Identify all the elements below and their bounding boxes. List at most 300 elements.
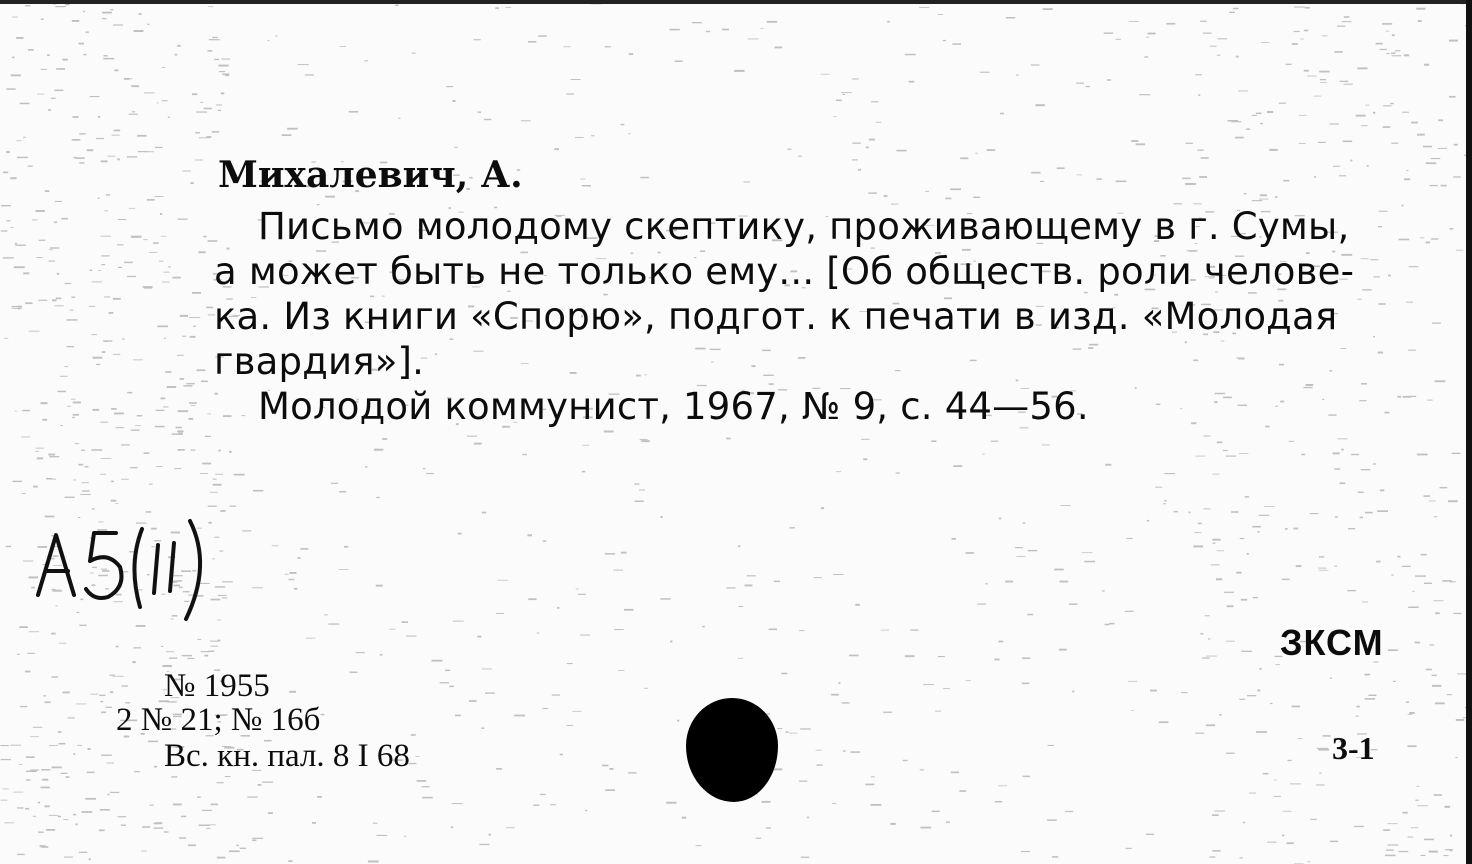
speck <box>1303 387 1312 388</box>
speck <box>134 771 140 772</box>
speck <box>398 118 400 119</box>
speck <box>1084 561 1095 563</box>
speck <box>155 426 165 428</box>
speck <box>1082 552 1093 553</box>
speck <box>738 658 743 659</box>
speck <box>180 315 188 317</box>
speck <box>572 711 581 712</box>
speck <box>51 676 58 677</box>
speck <box>1355 716 1359 717</box>
speck <box>1275 664 1280 665</box>
speck <box>106 707 112 708</box>
speck <box>868 192 877 193</box>
speck <box>799 630 804 631</box>
speck <box>16 37 23 39</box>
speck <box>1203 33 1212 34</box>
speck <box>1202 657 1210 658</box>
speck <box>117 158 120 160</box>
speck <box>980 72 990 73</box>
speck <box>1155 487 1162 488</box>
speck <box>726 438 730 440</box>
speck <box>285 574 289 575</box>
card-references: 2 № 21; № 16б <box>116 702 321 738</box>
speck <box>1259 515 1270 516</box>
speck <box>983 454 985 455</box>
speck <box>149 484 153 485</box>
speck <box>289 579 295 580</box>
speck <box>999 518 1002 520</box>
speck <box>106 763 114 764</box>
speck <box>1330 678 1332 679</box>
speck <box>1 800 8 801</box>
speck <box>1027 614 1033 616</box>
speck <box>905 54 916 56</box>
speck <box>1210 46 1217 47</box>
speck <box>557 607 559 609</box>
speck <box>458 533 462 535</box>
speck <box>54 90 63 92</box>
speck <box>1383 105 1391 106</box>
speck <box>200 473 208 474</box>
speck <box>527 534 532 536</box>
speck <box>1198 94 1200 96</box>
speck <box>1022 683 1030 685</box>
speck <box>225 776 231 777</box>
speck <box>1406 170 1408 171</box>
speck <box>1310 819 1317 820</box>
speck <box>242 415 246 416</box>
speck <box>75 823 77 825</box>
speck <box>350 672 358 674</box>
speck <box>10 177 16 179</box>
speck <box>1434 794 1443 796</box>
speck <box>40 845 46 847</box>
speck <box>1435 380 1446 382</box>
speck <box>100 701 103 702</box>
speck <box>56 298 61 300</box>
speck <box>1088 347 1093 349</box>
speck <box>200 102 203 103</box>
speck <box>1358 492 1364 494</box>
speck <box>1426 162 1436 164</box>
speck <box>1228 120 1238 122</box>
speck <box>1361 383 1367 385</box>
speck <box>60 425 63 426</box>
speck <box>1116 181 1127 183</box>
speck <box>890 823 895 825</box>
speck <box>1402 112 1409 113</box>
speck <box>1104 33 1113 34</box>
speck <box>127 392 132 394</box>
speck <box>1424 583 1432 584</box>
speck <box>116 427 124 428</box>
speck <box>144 92 155 93</box>
speck <box>1344 84 1353 85</box>
speck <box>122 338 125 339</box>
speck <box>945 198 951 200</box>
speck <box>1361 125 1367 126</box>
speck <box>1280 401 1284 403</box>
speck <box>175 54 178 56</box>
speck <box>80 494 91 495</box>
speck <box>142 826 150 828</box>
speck <box>65 283 72 284</box>
speck <box>60 376 68 377</box>
speck <box>798 156 802 157</box>
speck <box>774 581 780 583</box>
speck <box>422 797 433 799</box>
speck <box>938 656 945 657</box>
speck <box>801 857 809 858</box>
speck <box>696 845 702 846</box>
speck <box>1408 837 1414 838</box>
speck <box>1406 302 1413 303</box>
speck <box>164 338 166 339</box>
speck <box>706 31 710 32</box>
speck <box>692 22 702 23</box>
speck <box>172 433 183 435</box>
speck <box>1391 143 1398 144</box>
speck <box>17 157 28 159</box>
speck <box>87 149 94 151</box>
speck <box>27 653 35 654</box>
speck <box>695 348 705 350</box>
speck <box>1318 142 1326 143</box>
speck <box>35 451 39 452</box>
speck <box>931 440 936 442</box>
speck <box>966 552 974 554</box>
speck <box>223 415 232 417</box>
speck <box>189 402 197 404</box>
speck <box>998 641 1003 643</box>
speck <box>15 411 17 412</box>
speck <box>1240 538 1245 539</box>
speck <box>1317 748 1328 749</box>
speck <box>1395 50 1401 51</box>
speck <box>1054 569 1064 571</box>
speck <box>1408 350 1416 351</box>
speck <box>951 772 959 774</box>
speck <box>25 808 29 810</box>
speck <box>1402 566 1411 567</box>
speck <box>970 360 977 361</box>
speck <box>1147 520 1149 522</box>
speck <box>134 647 141 648</box>
speck <box>987 149 995 151</box>
speck <box>640 439 648 440</box>
speck <box>1260 194 1267 196</box>
speck <box>205 436 211 437</box>
speck <box>1060 581 1069 583</box>
speck <box>406 636 417 637</box>
speck <box>11 227 14 228</box>
speck <box>836 100 842 102</box>
speck <box>1059 649 1067 651</box>
speck <box>1191 183 1196 185</box>
speck <box>75 157 85 159</box>
speck <box>1416 8 1425 10</box>
speck <box>91 334 96 335</box>
speck <box>1282 579 1290 580</box>
speck <box>660 516 662 518</box>
speck <box>72 20 80 22</box>
speck <box>1145 56 1149 58</box>
speck <box>242 530 251 531</box>
speck <box>660 598 670 600</box>
speck <box>222 74 229 76</box>
speck <box>41 769 50 771</box>
speck <box>20 706 27 707</box>
speck <box>1435 612 1440 614</box>
speck <box>131 429 140 430</box>
speck <box>178 449 185 451</box>
speck <box>851 751 861 753</box>
speck <box>1072 691 1074 693</box>
speck <box>540 794 546 795</box>
speck <box>208 824 216 825</box>
title-line-4: гвардия»]. <box>214 340 425 383</box>
speck <box>582 445 589 446</box>
speck <box>287 128 298 130</box>
speck <box>207 413 211 414</box>
speck <box>306 638 316 639</box>
speck <box>135 425 141 426</box>
speck <box>635 501 644 503</box>
speck <box>41 19 44 20</box>
speck <box>1361 258 1369 259</box>
speck <box>1424 64 1429 66</box>
speck <box>943 40 946 41</box>
speck <box>156 822 163 824</box>
speck <box>98 270 101 271</box>
speck <box>1421 554 1427 556</box>
speck <box>108 794 110 796</box>
speck <box>1215 811 1225 812</box>
speck <box>925 191 929 192</box>
speck <box>975 153 977 154</box>
speck <box>134 30 144 32</box>
speck <box>121 825 126 826</box>
speck <box>852 143 860 144</box>
speck <box>17 140 22 141</box>
speck <box>1365 105 1369 106</box>
speck <box>1015 547 1023 548</box>
speck <box>1186 143 1193 144</box>
speck <box>100 422 108 423</box>
speck <box>197 796 201 797</box>
speck <box>57 273 59 275</box>
speck <box>143 286 153 288</box>
speck <box>79 852 87 853</box>
speck <box>1270 703 1273 704</box>
speck <box>376 585 383 587</box>
speck <box>767 21 778 23</box>
speck <box>105 210 108 211</box>
speck <box>1193 545 1203 547</box>
speck <box>1426 242 1430 244</box>
speck <box>1016 75 1019 76</box>
speck <box>682 817 686 819</box>
speck <box>582 471 586 473</box>
speck <box>1016 556 1025 557</box>
speck <box>921 827 932 829</box>
speck <box>202 810 212 811</box>
speck <box>1415 800 1418 801</box>
speck <box>1195 74 1202 75</box>
speck <box>215 393 218 395</box>
speck <box>205 655 209 657</box>
speck <box>769 629 777 631</box>
speck <box>1390 103 1393 104</box>
speck <box>842 94 845 95</box>
speck <box>167 386 177 388</box>
speck <box>288 860 292 862</box>
speck <box>1408 714 1413 715</box>
speck <box>1365 512 1373 514</box>
speck <box>1069 603 1078 605</box>
speck <box>171 776 177 777</box>
speck <box>68 717 75 718</box>
speck <box>821 74 830 75</box>
speck <box>1274 780 1277 781</box>
speck <box>66 776 70 778</box>
speck <box>275 36 277 37</box>
speck <box>234 474 245 476</box>
speck <box>841 92 852 93</box>
speck <box>1146 37 1149 38</box>
speck <box>1449 40 1458 42</box>
speck <box>368 861 379 863</box>
speck <box>41 787 50 789</box>
speck <box>79 133 85 134</box>
speck <box>973 197 980 198</box>
speck <box>168 266 170 267</box>
speck <box>666 802 676 804</box>
speck <box>32 220 38 221</box>
speck <box>521 120 531 121</box>
speck <box>1223 450 1228 451</box>
speck <box>858 169 861 171</box>
speck <box>117 244 124 245</box>
speck <box>1164 500 1167 502</box>
speck <box>130 467 137 468</box>
speck <box>206 136 211 138</box>
speck <box>113 298 121 300</box>
speck <box>349 111 359 113</box>
speck <box>903 760 908 761</box>
speck <box>1212 850 1220 852</box>
speck <box>124 262 133 263</box>
speck <box>37 457 43 459</box>
speck <box>977 604 986 605</box>
speck <box>1367 165 1369 167</box>
speck <box>1213 543 1216 544</box>
speck <box>38 802 40 804</box>
speck <box>1316 784 1325 785</box>
speck <box>1443 855 1448 856</box>
speck <box>445 670 450 672</box>
speck <box>103 340 112 341</box>
speck <box>762 801 771 803</box>
speck <box>1238 91 1248 92</box>
speck <box>138 151 148 152</box>
speck <box>1354 826 1364 827</box>
speck <box>1359 400 1366 401</box>
speck <box>1360 517 1363 519</box>
speck <box>0 745 9 746</box>
speck <box>64 857 73 858</box>
speck <box>1454 144 1458 146</box>
speck <box>1388 275 1391 277</box>
speck <box>1212 539 1220 541</box>
speck <box>849 655 859 657</box>
speck <box>1236 56 1239 58</box>
speck <box>177 355 184 356</box>
speck <box>1417 454 1428 456</box>
speck <box>1417 786 1420 787</box>
speck <box>204 108 212 110</box>
speck <box>217 782 224 783</box>
speck <box>46 829 55 831</box>
speck <box>101 264 105 265</box>
speck <box>1434 516 1437 517</box>
speck <box>1335 516 1338 517</box>
speck <box>182 171 190 172</box>
speck <box>1445 849 1453 850</box>
speck <box>6 88 15 90</box>
speck <box>70 310 74 311</box>
speck <box>339 569 349 570</box>
speck <box>101 236 111 237</box>
speck <box>1357 67 1367 69</box>
speck <box>268 812 273 814</box>
speck <box>1057 167 1065 169</box>
speck <box>162 67 165 68</box>
speck <box>376 497 380 498</box>
speck <box>262 782 273 783</box>
speck <box>328 623 339 624</box>
speck <box>58 731 62 733</box>
speck <box>133 359 142 360</box>
speck <box>317 796 322 798</box>
speck <box>1282 835 1284 837</box>
speck <box>1299 115 1307 116</box>
speck <box>98 116 100 118</box>
speck <box>814 577 822 578</box>
speck <box>1105 624 1110 626</box>
speck <box>221 92 225 94</box>
speck <box>236 845 239 846</box>
speck <box>214 59 219 60</box>
speck <box>141 851 147 852</box>
speck <box>884 195 888 197</box>
speck <box>670 29 680 31</box>
speck <box>208 240 218 242</box>
speck <box>952 43 961 45</box>
speck <box>89 306 95 307</box>
speck <box>1163 503 1166 504</box>
speck <box>605 553 615 555</box>
speck <box>1431 238 1438 239</box>
speck <box>1438 119 1443 121</box>
speck <box>1252 526 1261 528</box>
speck <box>1409 712 1415 714</box>
speck <box>50 247 59 248</box>
speck <box>169 657 177 658</box>
speck <box>1073 348 1082 349</box>
speck <box>59 643 66 644</box>
speck <box>1 230 8 231</box>
